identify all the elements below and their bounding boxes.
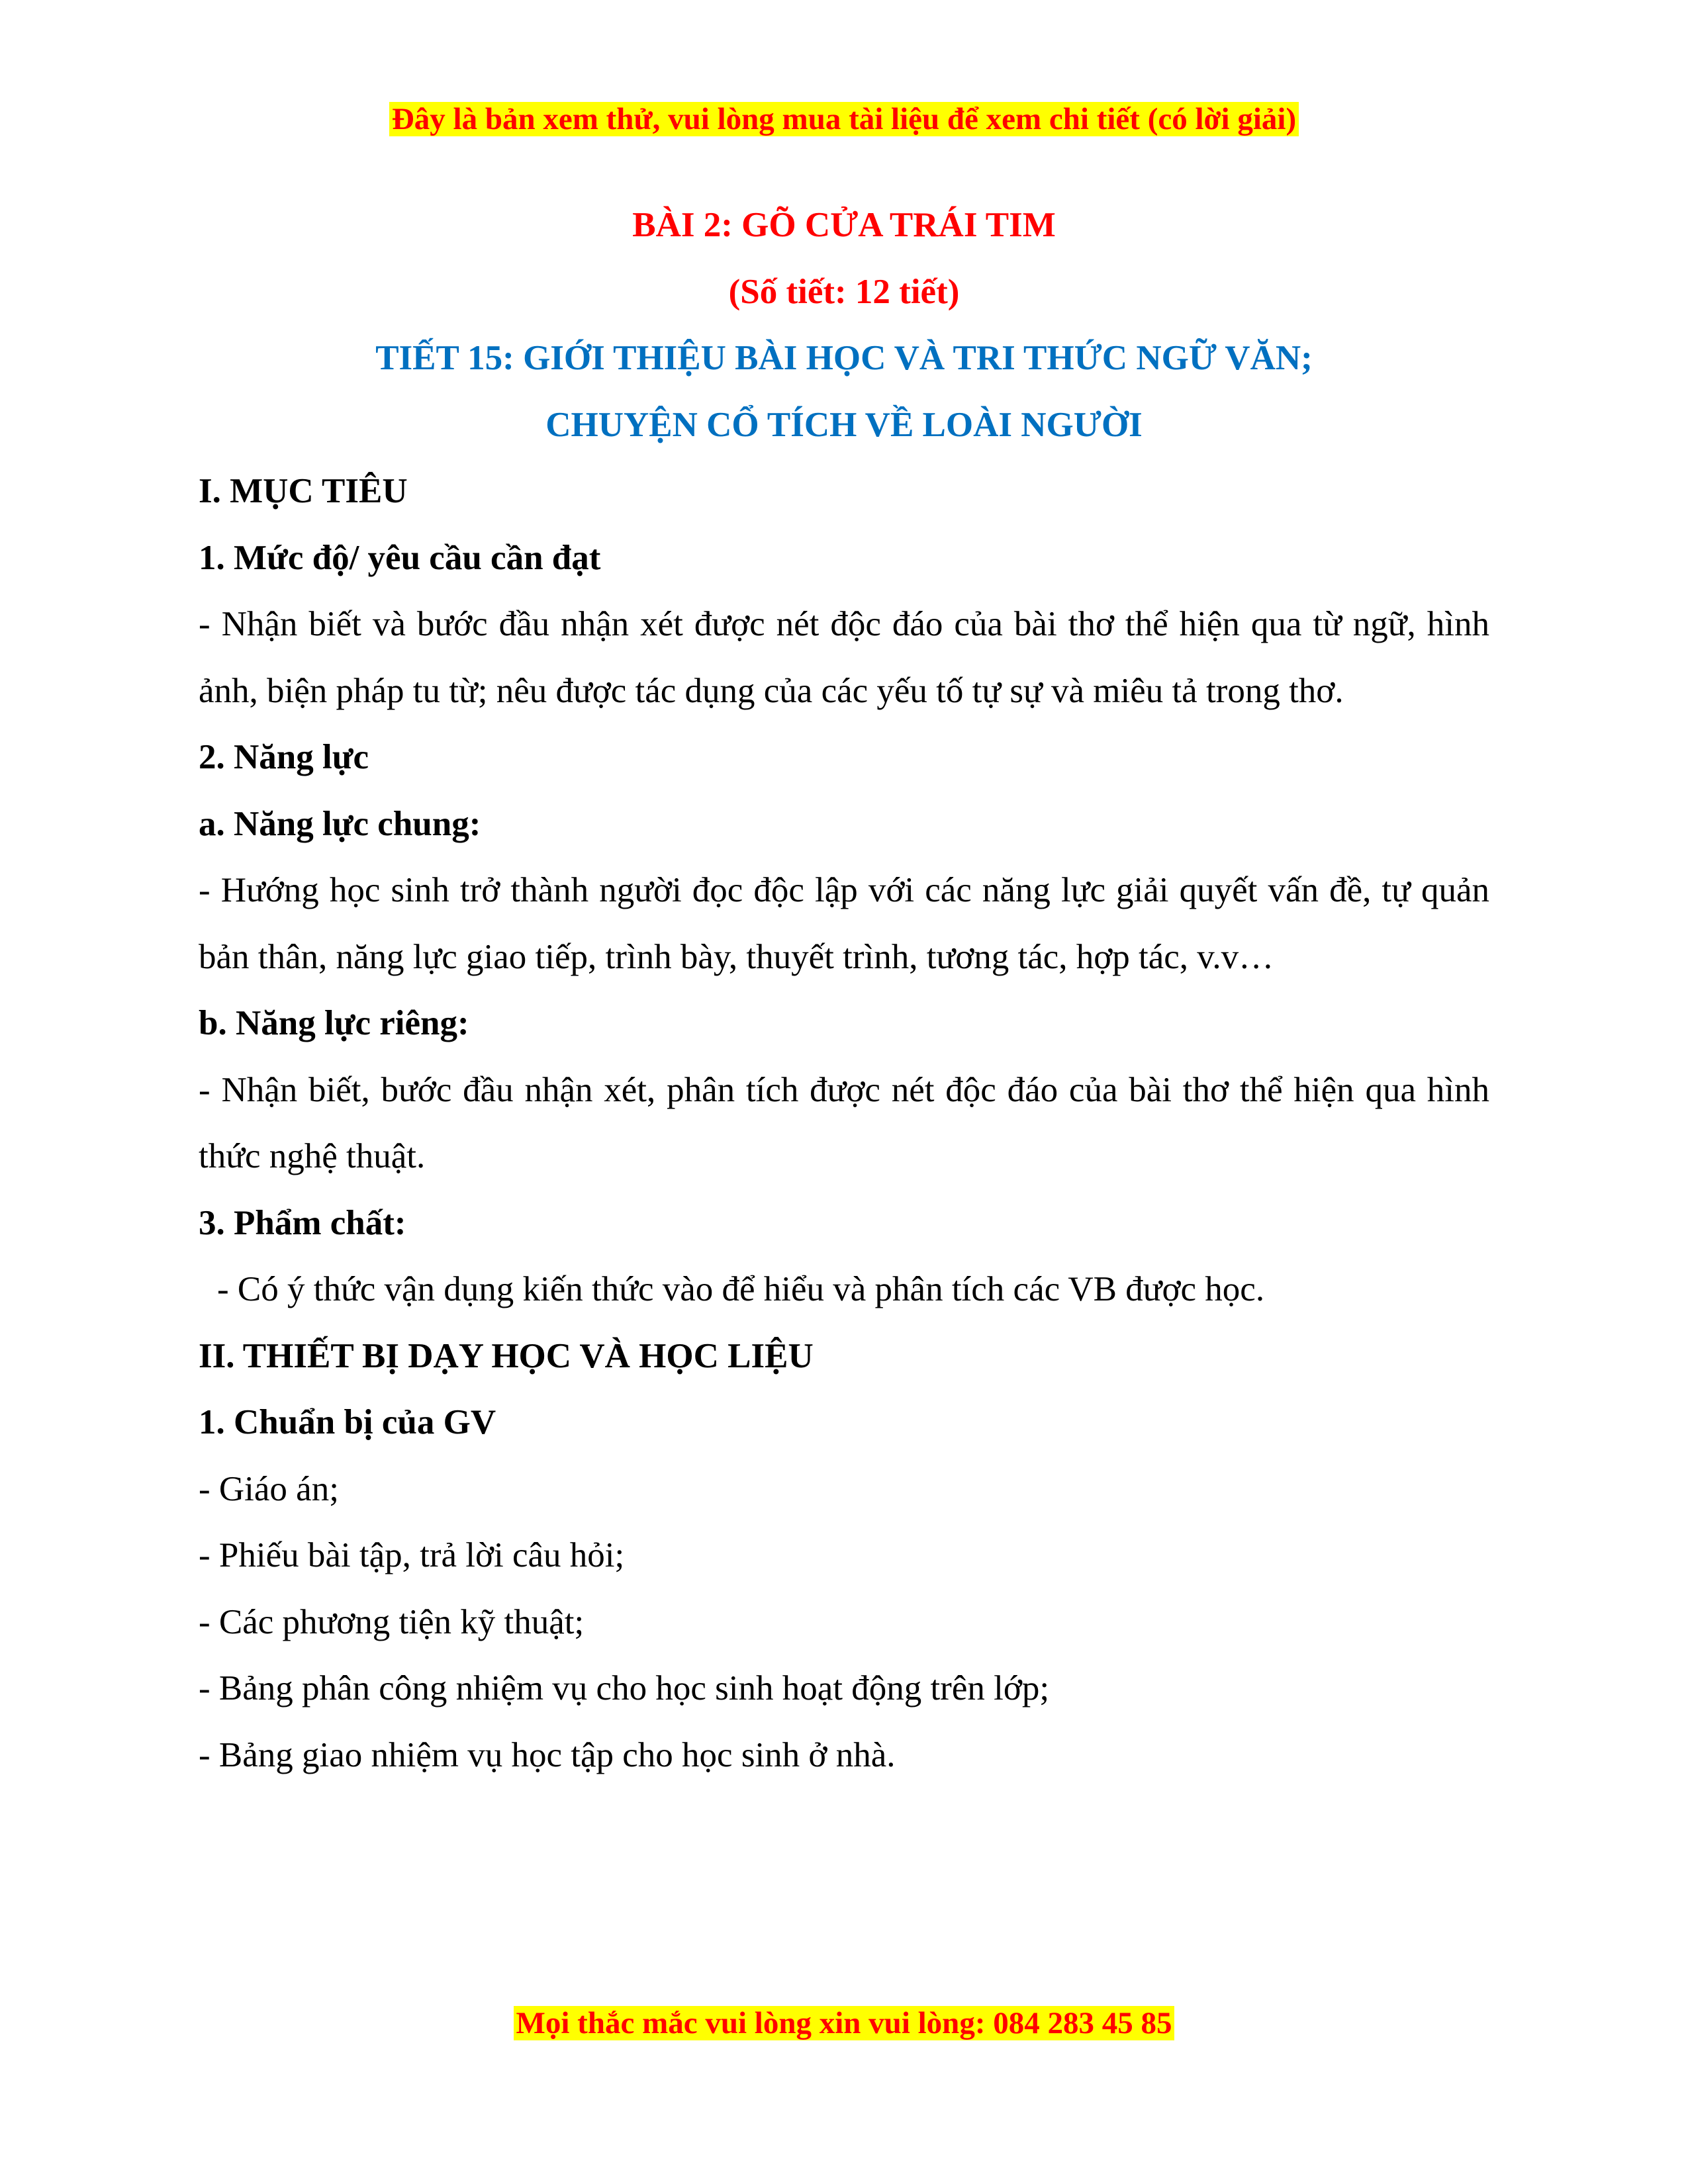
period-title-line-2: CHUYỆN CỔ TÍCH VỀ LOÀI NGƯỜI — [545, 405, 1143, 444]
teacher-preparation-heading: 1. Chuẩn bị của GV — [199, 1403, 496, 1441]
specific-competence-text: - Nhận biết, bước đầu nhận xét, phân tích được nét độc đáo của bài thơ thể hiện qua hình thức nghệ thuật. — [199, 1070, 1489, 1175]
qualities-heading: 3. Phẩm chất: — [199, 1203, 406, 1242]
list-item: - Phiếu bài tập, trả lời câu hỏi; — [199, 1536, 625, 1574]
qualities-text: - Có ý thức vận dụng kiến thức vào để hiểu và phân tích các VB được học. — [217, 1270, 1265, 1308]
preview-notice — [0, 99, 1688, 139]
general-competence-heading: a. Năng lực chung: — [199, 804, 481, 843]
list-item: - Các phương tiện kỹ thuật; — [199, 1602, 585, 1641]
section-objectives-heading: I. MỤC TIÊU — [199, 472, 408, 510]
requirements-heading: 1. Mức độ/ yêu cầu cần đạt — [199, 538, 601, 577]
lesson-period-count: (Số tiết: 12 tiết) — [728, 272, 960, 311]
contact-notice — [0, 2003, 1688, 2043]
lesson-title: BÀI 2: GÕ CỬA TRÁI TIM — [632, 206, 1056, 244]
competence-heading: 2. Năng lực — [199, 738, 369, 776]
list-item: - Bảng giao nhiệm vụ học tập cho học sinh ở nhà. — [199, 1735, 896, 1774]
general-competence-text: - Hướng học sinh trở thành người đọc độc lập với các năng lực giải quyết vấn đề, tự quản bản thân, năng lực giao tiếp, trình bày, thuyết trình, tương tác, hợp tác, v.v… — [199, 871, 1489, 976]
requirements-text: - Nhận biết và bước đầu nhận xét được nét độc đáo của bài thơ thể hiện qua từ ngữ, hình ảnh, biện pháp tu từ; nêu được tác dụng của các yếu tố tự sự và miêu tả trong thơ. — [199, 605, 1489, 710]
period-title-line-1: TIẾT 15: GIỚI THIỆU BÀI HỌC VÀ TRI THỨC NGỮ VĂN; — [375, 339, 1313, 377]
section-equipment-heading: II. THIẾT BỊ DẠY HỌC VÀ HỌC LIỆU — [199, 1336, 814, 1375]
document-body — [199, 192, 1489, 1788]
specific-competence-heading: b. Năng lực riêng: — [199, 1004, 469, 1042]
list-item: - Giáo án; — [199, 1469, 339, 1508]
preview-notice-text: Đây là bản xem thử, vui lòng mua tài liệu để xem chi tiết (có lời giải) — [389, 102, 1299, 136]
list-item: - Bảng phân công nhiệm vụ cho học sinh hoạt động trên lớp; — [199, 1669, 1050, 1707]
contact-notice-text: Mọi thắc mắc vui lòng xin vui lòng: 084 283 45 85 — [514, 2006, 1175, 2040]
